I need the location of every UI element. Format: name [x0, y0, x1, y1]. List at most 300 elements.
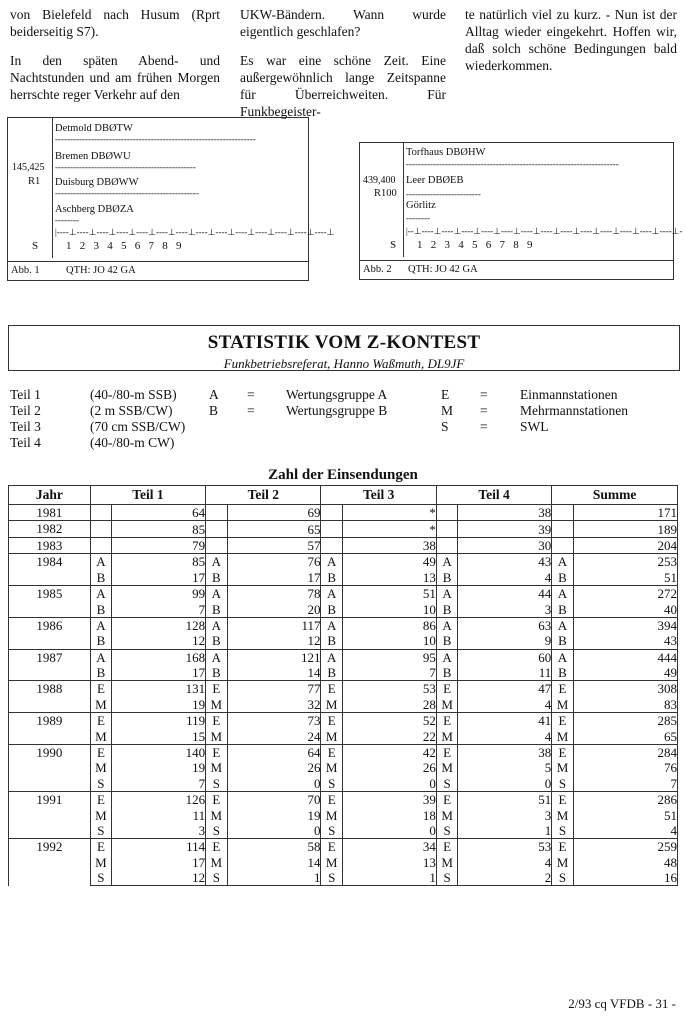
year-cell: 1985	[9, 585, 91, 617]
count-cell: 73	[227, 713, 321, 729]
count-cell: 0	[342, 776, 436, 792]
legend-teil-name: Teil 4	[10, 435, 41, 450]
year-cell: 1981	[9, 505, 91, 521]
count-cell: 53	[342, 681, 436, 697]
count-cell: 51	[573, 807, 677, 822]
year-cell: 1987	[9, 649, 91, 681]
category-cell: M	[90, 760, 111, 775]
count-cell: 3	[112, 823, 206, 839]
category-cell: M	[321, 728, 342, 744]
page-subtitle: Funkbetriebsreferat, Hanno Waßmuth, DL9JF	[223, 356, 465, 371]
category-cell: E	[206, 744, 227, 760]
category-cell: A	[90, 554, 111, 570]
count-cell: 95	[342, 649, 436, 665]
legend-category-code: E	[441, 387, 450, 402]
count-cell: 20	[227, 601, 321, 617]
frequency-label: 439,400	[363, 175, 396, 186]
text-column-1	[10, 6, 220, 115]
category-cell	[90, 521, 111, 537]
count-cell: 53	[458, 839, 552, 855]
table-row	[9, 697, 678, 713]
category-cell: M	[206, 697, 227, 713]
count-cell: 128	[112, 617, 206, 633]
legend-teil-desc: (40-/80-m SSB)	[90, 387, 177, 402]
count-cell: 284	[573, 744, 677, 760]
count-cell: 11	[112, 807, 206, 822]
category-cell: A	[321, 649, 342, 665]
count-cell: *	[342, 521, 436, 537]
table-row	[9, 855, 678, 870]
category-cell	[552, 537, 573, 553]
category-cell: E	[90, 839, 111, 855]
table-row	[9, 823, 678, 839]
legend-teil-name: Teil 3	[10, 419, 41, 434]
count-cell: 77	[227, 681, 321, 697]
count-cell: 99	[112, 585, 206, 601]
count-cell: 65	[227, 521, 321, 537]
count-cell: 19	[227, 807, 321, 822]
category-cell: A	[436, 649, 457, 665]
count-cell: 17	[227, 570, 321, 586]
year-cell: 1989	[9, 713, 91, 745]
count-cell: 2	[458, 870, 552, 886]
count-cell: 126	[112, 792, 206, 808]
count-cell: 1	[227, 870, 321, 886]
category-cell	[90, 505, 111, 521]
count-cell: 19	[112, 697, 206, 713]
category-cell: M	[90, 855, 111, 870]
category-cell: B	[90, 570, 111, 586]
count-cell: 30	[458, 537, 552, 553]
count-cell: 119	[112, 713, 206, 729]
legend-equals: =	[480, 419, 488, 434]
count-cell: 17	[112, 855, 206, 870]
category-cell: E	[321, 744, 342, 760]
count-cell: 76	[227, 554, 321, 570]
legend-teil-name: Teil 1	[10, 387, 41, 402]
count-cell: 85	[112, 554, 206, 570]
scale-ticks: |--⊥----⊥----⊥----⊥----⊥----⊥----⊥----⊥----⊥----⊥----⊥----⊥----⊥----⊥-	[406, 226, 683, 236]
count-cell: 19	[112, 760, 206, 775]
category-cell	[90, 537, 111, 553]
category-cell	[552, 505, 573, 521]
repeater-label: R100	[374, 188, 397, 199]
category-cell: B	[321, 601, 342, 617]
table-row	[9, 839, 678, 855]
count-cell: 51	[458, 792, 552, 808]
figure-qth: QTH: JO 42 GA	[66, 265, 136, 276]
count-cell: 28	[342, 697, 436, 713]
category-cell: E	[206, 681, 227, 697]
table-header-row	[9, 486, 678, 505]
count-cell: 1	[458, 823, 552, 839]
category-cell: E	[436, 839, 457, 855]
page-title: STATISTIK VOM Z-KONTEST	[207, 332, 481, 353]
count-cell: 40	[573, 601, 677, 617]
category-cell: M	[321, 697, 342, 713]
count-cell: 10	[342, 633, 436, 649]
category-cell	[436, 521, 457, 537]
page-footer: 2/93 cq VFDB - 31 -	[568, 996, 676, 1011]
count-cell: 253	[573, 554, 677, 570]
count-cell: 10	[342, 601, 436, 617]
count-cell: 171	[573, 505, 677, 521]
category-cell: B	[321, 633, 342, 649]
paragraph: In den späten Abend- und Nachtstunden und am frühen Morgen herrschte reger Verkehr auf den	[10, 53, 220, 102]
category-cell: E	[436, 744, 457, 760]
column-header: Teil 3	[321, 486, 436, 505]
count-cell: 63	[458, 617, 552, 633]
count-cell: 9	[458, 633, 552, 649]
count-cell: 43	[458, 554, 552, 570]
category-cell: E	[552, 681, 573, 697]
station-label: Bremen DBØWU	[55, 151, 131, 162]
figure-caption: Abb. 1	[11, 265, 40, 276]
count-cell: 44	[458, 585, 552, 601]
category-cell: E	[436, 713, 457, 729]
legend-equals: =	[247, 387, 255, 402]
column-header: Teil 2	[206, 486, 321, 505]
category-cell: S	[206, 870, 227, 886]
table-row	[9, 585, 678, 601]
count-cell: 0	[342, 823, 436, 839]
category-cell: B	[206, 665, 227, 681]
count-cell: 11	[458, 665, 552, 681]
category-cell: A	[206, 649, 227, 665]
count-cell: 64	[112, 505, 206, 521]
category-cell: M	[90, 697, 111, 713]
category-cell: S	[90, 870, 111, 886]
category-cell: E	[90, 713, 111, 729]
count-cell: 49	[573, 665, 677, 681]
count-cell: 12	[112, 633, 206, 649]
count-cell: 65	[573, 728, 677, 744]
category-cell: M	[552, 697, 573, 713]
legend-category-code: S	[441, 419, 449, 434]
category-cell: M	[321, 760, 342, 775]
category-cell: A	[90, 585, 111, 601]
station-label: Leer DBØEB	[406, 175, 464, 186]
count-cell: 13	[342, 855, 436, 870]
count-cell: 189	[573, 521, 677, 537]
legend-category-desc: Mehrmannstationen	[520, 403, 628, 418]
year-cell: 1990	[9, 744, 91, 791]
count-cell: 52	[342, 713, 436, 729]
station-label: Aschberg DBØZA	[55, 204, 134, 215]
count-cell: 47	[458, 681, 552, 697]
category-cell: E	[436, 792, 457, 808]
count-cell: 272	[573, 585, 677, 601]
category-cell: E	[206, 839, 227, 855]
column-header: Jahr	[9, 486, 91, 505]
station-label: Detmold DBØTW	[55, 123, 133, 134]
category-cell: E	[90, 681, 111, 697]
count-cell: 17	[112, 570, 206, 586]
category-cell: A	[206, 585, 227, 601]
year-cell: 1991	[9, 792, 91, 839]
table-body	[9, 505, 678, 886]
count-cell: 38	[458, 744, 552, 760]
figure-axis-line	[52, 118, 53, 258]
category-cell: A	[436, 554, 457, 570]
column-header: Teil 1	[90, 486, 205, 505]
count-cell: 1	[342, 870, 436, 886]
category-cell: A	[206, 617, 227, 633]
category-cell: E	[90, 792, 111, 808]
category-cell: E	[436, 681, 457, 697]
title-box	[8, 325, 680, 371]
count-cell: 121	[227, 649, 321, 665]
legend-category-desc: SWL	[520, 419, 549, 434]
category-cell: B	[321, 570, 342, 586]
table-row	[9, 617, 678, 633]
count-cell: 4	[573, 823, 677, 839]
category-cell: M	[206, 807, 227, 822]
category-cell: M	[206, 855, 227, 870]
year-cell: 1988	[9, 681, 91, 713]
count-cell: 15	[112, 728, 206, 744]
category-cell: M	[436, 728, 457, 744]
count-cell: 444	[573, 649, 677, 665]
count-cell: *	[342, 505, 436, 521]
table-row	[9, 505, 678, 521]
category-cell: M	[90, 807, 111, 822]
figure-abb1	[7, 117, 335, 281]
scale-ticks: |----⊥----⊥----⊥----⊥----⊥----⊥----⊥----⊥----⊥----⊥----⊥----⊥----⊥----⊥	[55, 227, 335, 237]
legend-category-desc: Einmannstationen	[520, 387, 618, 402]
legend-equals: =	[480, 403, 488, 418]
category-cell: M	[90, 728, 111, 744]
table-row	[9, 521, 678, 537]
count-cell: 38	[458, 505, 552, 521]
paragraph: von Bielefeld nach Husum (Rprt beiderseitig S7).	[10, 7, 220, 39]
legend-teil-desc: (70 cm SSB/CW)	[90, 419, 186, 434]
category-cell: M	[206, 728, 227, 744]
category-cell: S	[321, 776, 342, 792]
count-cell: 0	[227, 776, 321, 792]
category-cell: E	[90, 744, 111, 760]
category-cell: B	[90, 601, 111, 617]
figure-axis-line	[403, 143, 404, 257]
category-cell: E	[552, 839, 573, 855]
legend-teil-desc: (40-/80-m CW)	[90, 435, 175, 450]
count-cell: 285	[573, 713, 677, 729]
count-cell: 12	[227, 633, 321, 649]
count-cell: 7	[573, 776, 677, 792]
count-cell: 60	[458, 649, 552, 665]
count-cell: 85	[112, 521, 206, 537]
count-cell: 4	[458, 855, 552, 870]
category-cell: A	[90, 617, 111, 633]
table-row	[9, 649, 678, 665]
legend-equals: =	[480, 387, 488, 402]
category-cell	[321, 505, 342, 521]
category-cell: B	[552, 570, 573, 586]
category-cell: M	[321, 855, 342, 870]
bar-line: ------------------------------------------------	[55, 188, 199, 198]
column-header: Teil 4	[436, 486, 551, 505]
paragraph: UKW-Bändern. Wann wurde eigentlich geschlafen?	[240, 7, 446, 39]
count-cell: 70	[227, 792, 321, 808]
count-cell: 308	[573, 681, 677, 697]
category-cell: S	[436, 823, 457, 839]
legend-teil-name: Teil 2	[10, 403, 41, 418]
category-cell: M	[436, 807, 457, 822]
legend-group-desc: Wertungsgruppe A	[286, 387, 388, 402]
count-cell: 43	[573, 633, 677, 649]
category-cell: M	[552, 855, 573, 870]
year-cell: 1992	[9, 839, 91, 886]
figure-caption-bar	[360, 260, 673, 279]
table-row	[9, 744, 678, 760]
s-axis-label: S	[390, 239, 397, 251]
category-cell: M	[552, 728, 573, 744]
category-cell: B	[90, 633, 111, 649]
category-cell: M	[436, 697, 457, 713]
count-cell: 14	[227, 855, 321, 870]
table-row	[9, 537, 678, 553]
count-cell: 0	[227, 823, 321, 839]
count-cell: 5	[458, 760, 552, 775]
count-cell: 18	[342, 807, 436, 822]
count-cell: 57	[227, 537, 321, 553]
count-cell: 17	[112, 665, 206, 681]
category-cell: E	[321, 713, 342, 729]
year-cell: 1986	[9, 617, 91, 649]
count-cell: 117	[227, 617, 321, 633]
table-row	[9, 554, 678, 570]
category-cell: E	[321, 792, 342, 808]
table-row	[9, 601, 678, 617]
count-cell: 78	[227, 585, 321, 601]
table-row	[9, 792, 678, 808]
count-cell: 3	[458, 601, 552, 617]
category-cell: S	[436, 776, 457, 792]
count-cell: 4	[458, 697, 552, 713]
table-row	[9, 665, 678, 681]
count-cell: 38	[342, 537, 436, 553]
category-cell	[321, 521, 342, 537]
category-cell	[552, 521, 573, 537]
legend-category-code: M	[441, 403, 454, 418]
count-cell: 69	[227, 505, 321, 521]
count-cell: 32	[227, 697, 321, 713]
category-cell: E	[321, 681, 342, 697]
count-cell: 48	[573, 855, 677, 870]
category-cell: A	[552, 554, 573, 570]
count-cell: 204	[573, 537, 677, 553]
count-cell: 3	[458, 807, 552, 822]
legend	[0, 383, 686, 453]
paragraph: te natürlich viel zu kurz. - Nun ist der Alltag wieder eingekehrt. Hoffen wir, daß solch schöne Bedingungen bald wiederkommen.	[465, 7, 677, 73]
count-cell: 7	[112, 776, 206, 792]
category-cell: A	[552, 649, 573, 665]
category-cell: S	[206, 823, 227, 839]
bar-line: -----------------------------------------------------------------------	[406, 159, 619, 169]
category-cell: B	[206, 570, 227, 586]
category-cell: A	[321, 585, 342, 601]
legend-group-desc: Wertungsgruppe B	[286, 403, 388, 418]
category-cell: M	[436, 760, 457, 775]
category-cell: A	[552, 617, 573, 633]
bar-line: -----------------------------------------------	[55, 162, 196, 172]
year-cell: 1982	[9, 521, 91, 537]
category-cell: S	[552, 870, 573, 886]
count-cell: 39	[342, 792, 436, 808]
count-cell: 259	[573, 839, 677, 855]
table-row	[9, 681, 678, 697]
count-cell: 49	[342, 554, 436, 570]
count-cell: 51	[342, 585, 436, 601]
column-header: Summe	[552, 486, 678, 505]
figure-caption-bar	[8, 261, 308, 280]
category-cell: A	[436, 585, 457, 601]
count-cell: 114	[112, 839, 206, 855]
count-cell: 79	[112, 537, 206, 553]
s-axis-label: S	[32, 240, 39, 252]
category-cell: A	[321, 554, 342, 570]
count-cell: 13	[342, 570, 436, 586]
category-cell: S	[90, 823, 111, 839]
count-cell: 24	[227, 728, 321, 744]
bar-line: --------	[55, 215, 79, 225]
category-cell: B	[206, 633, 227, 649]
s-scale: 1 2 3 4 5 6 7 8 9	[66, 240, 182, 252]
category-cell: B	[90, 665, 111, 681]
table-row	[9, 776, 678, 792]
count-cell: 51	[573, 570, 677, 586]
count-cell: 16	[573, 870, 677, 886]
count-cell: 286	[573, 792, 677, 808]
category-cell	[206, 537, 227, 553]
category-cell: S	[206, 776, 227, 792]
text-column-2	[240, 6, 446, 132]
category-cell: B	[436, 665, 457, 681]
s-scale: 1 2 3 4 5 6 7 8 9	[417, 239, 533, 251]
count-cell: 131	[112, 681, 206, 697]
figure-qth: QTH: JO 42 GA	[408, 264, 478, 275]
count-cell: 41	[458, 713, 552, 729]
category-cell: S	[321, 823, 342, 839]
category-cell: M	[552, 760, 573, 775]
legend-group-code: B	[209, 403, 219, 418]
category-cell: A	[436, 617, 457, 633]
year-cell: 1984	[9, 554, 91, 586]
bar-line: -------------------------	[406, 189, 481, 199]
count-cell: 22	[342, 728, 436, 744]
legend-teil-desc: (2 m SSB/CW)	[90, 403, 173, 418]
paragraph: Es war eine schöne Zeit. Eine außergewöhnlich lange Zeitspanne für Überreichweiten. Für Funkbegeister-	[240, 53, 446, 119]
category-cell: B	[552, 665, 573, 681]
category-cell: E	[321, 839, 342, 855]
category-cell: E	[206, 713, 227, 729]
count-cell: 140	[112, 744, 206, 760]
frequency-label: 145,425	[12, 162, 45, 173]
table-row	[9, 633, 678, 649]
category-cell: S	[436, 870, 457, 886]
category-cell: S	[552, 776, 573, 792]
legend-group-code: A	[209, 387, 219, 402]
bar-line: -------------------------------------------------------------------	[55, 134, 256, 144]
category-cell: B	[552, 601, 573, 617]
category-cell	[206, 521, 227, 537]
count-cell: 168	[112, 649, 206, 665]
count-cell: 39	[458, 521, 552, 537]
table-row	[9, 870, 678, 886]
category-cell: S	[90, 776, 111, 792]
category-cell: A	[552, 585, 573, 601]
station-label: Görlitz	[406, 200, 436, 211]
